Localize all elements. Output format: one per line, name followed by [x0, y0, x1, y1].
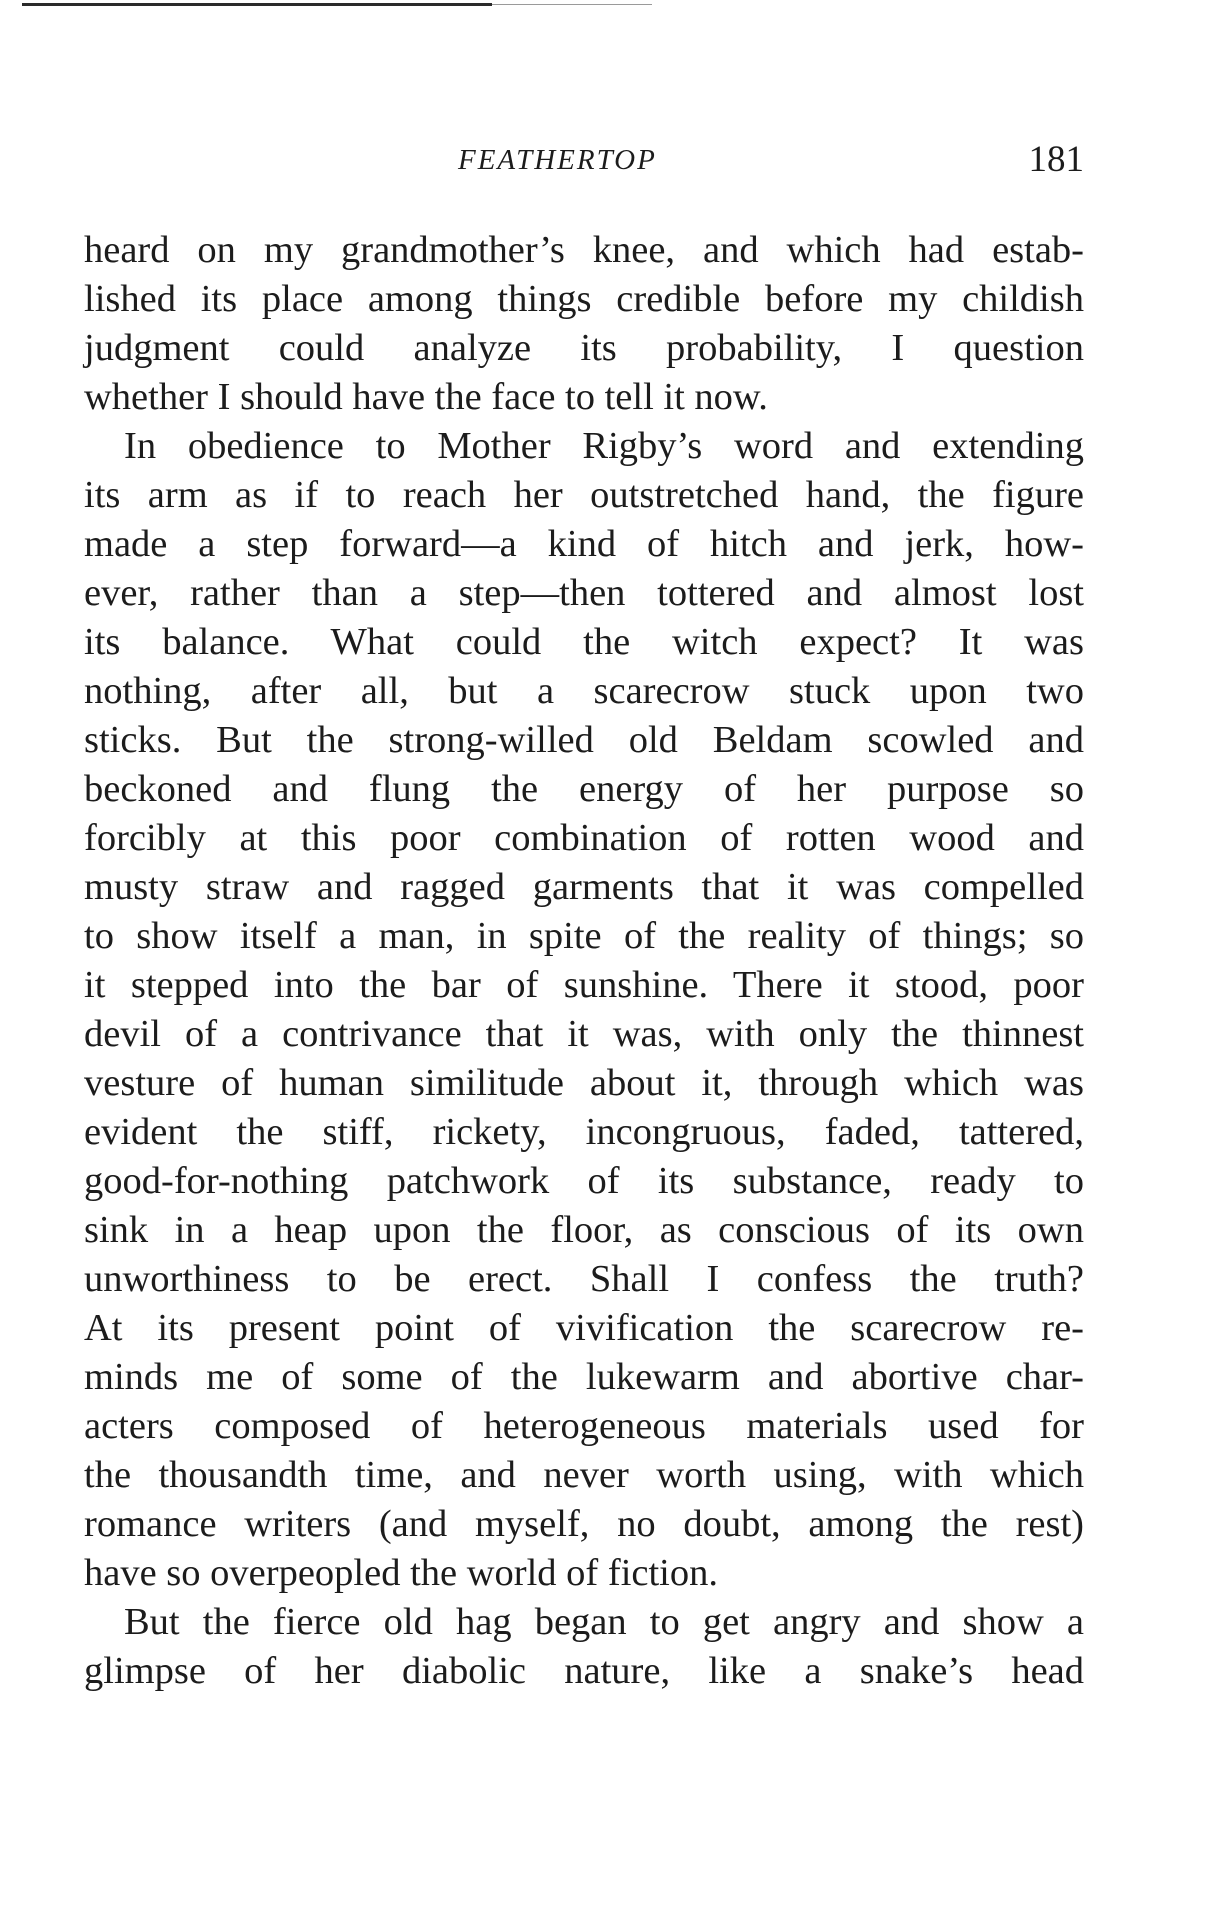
- text-line: made a step forward—a kind of hitch and jerk, how-: [84, 523, 1084, 565]
- text-line: unworthiness to be erect. Shall I confess the truth?: [84, 1258, 1084, 1300]
- page-number: 181: [1028, 139, 1084, 180]
- page-header: [84, 139, 1084, 200]
- text-line: judgment could analyze its probability, I question: [84, 327, 1084, 369]
- text-line: romance writers (and myself, no doubt, among the rest): [84, 1503, 1084, 1545]
- text-line: glimpse of her diabolic nature, like a snake’s head: [84, 1650, 1084, 1692]
- paragraph-1: [84, 226, 1084, 422]
- text-line: But the fierce old hag began to get angry and show a: [124, 1601, 1084, 1643]
- top-rule: [22, 3, 492, 6]
- text-line: beckoned and flung the energy of her purpose so: [84, 768, 1084, 810]
- text-line: vesture of human similitude about it, through which was: [84, 1062, 1084, 1104]
- text-line: sink in a heap upon the floor, as conscious of its own: [84, 1209, 1084, 1251]
- text-line: minds me of some of the lukewarm and abortive char-: [84, 1356, 1084, 1398]
- text-line: whether I should have the face to tell it now.: [84, 376, 768, 418]
- paragraph-3: [84, 1598, 1084, 1696]
- text-line: sticks. But the strong-willed old Beldam scowled and: [84, 719, 1084, 761]
- text-line: heard on my grandmother’s knee, and which had estab-: [84, 229, 1084, 271]
- text-line: lished its place among things credible before my childish: [84, 278, 1084, 320]
- text-line: ever, rather than a step—then tottered and almost lost: [84, 572, 1084, 614]
- text-line: forcibly at this poor combination of rotten wood and: [84, 817, 1084, 859]
- text-line: In obedience to Mother Rigby’s word and extending: [124, 425, 1084, 467]
- text-line: At its present point of vivification the scarecrow re-: [84, 1307, 1084, 1349]
- text-line: have so overpeopled the world of fiction.: [84, 1552, 718, 1594]
- running-head: FEATHERTOP: [458, 144, 657, 176]
- text-line: its arm as if to reach her outstretched hand, the figure: [84, 474, 1084, 516]
- text-line: its balance. What could the witch expect? It was: [84, 621, 1084, 663]
- body-text: [84, 226, 1084, 1696]
- paragraph-2: [84, 422, 1084, 1598]
- text-line: nothing, after all, but a scarecrow stuck upon two: [84, 670, 1084, 712]
- text-line: musty straw and ragged garments that it was compelled: [84, 866, 1084, 908]
- text-line: devil of a contrivance that it was, with only the thinnest: [84, 1013, 1084, 1055]
- text-line: acters composed of heterogeneous materials used for: [84, 1405, 1084, 1447]
- text-line: evident the stiff, rickety, incongruous, faded, tattered,: [84, 1111, 1084, 1153]
- top-rule-tail: [492, 4, 652, 5]
- text-line: the thousandth time, and never worth using, with which: [84, 1454, 1084, 1496]
- text-line: good-for-nothing patchwork of its substance, ready to: [84, 1160, 1084, 1202]
- text-line: to show itself a man, in spite of the reality of things; so: [84, 915, 1084, 957]
- text-line: it stepped into the bar of sunshine. There it stood, poor: [84, 964, 1084, 1006]
